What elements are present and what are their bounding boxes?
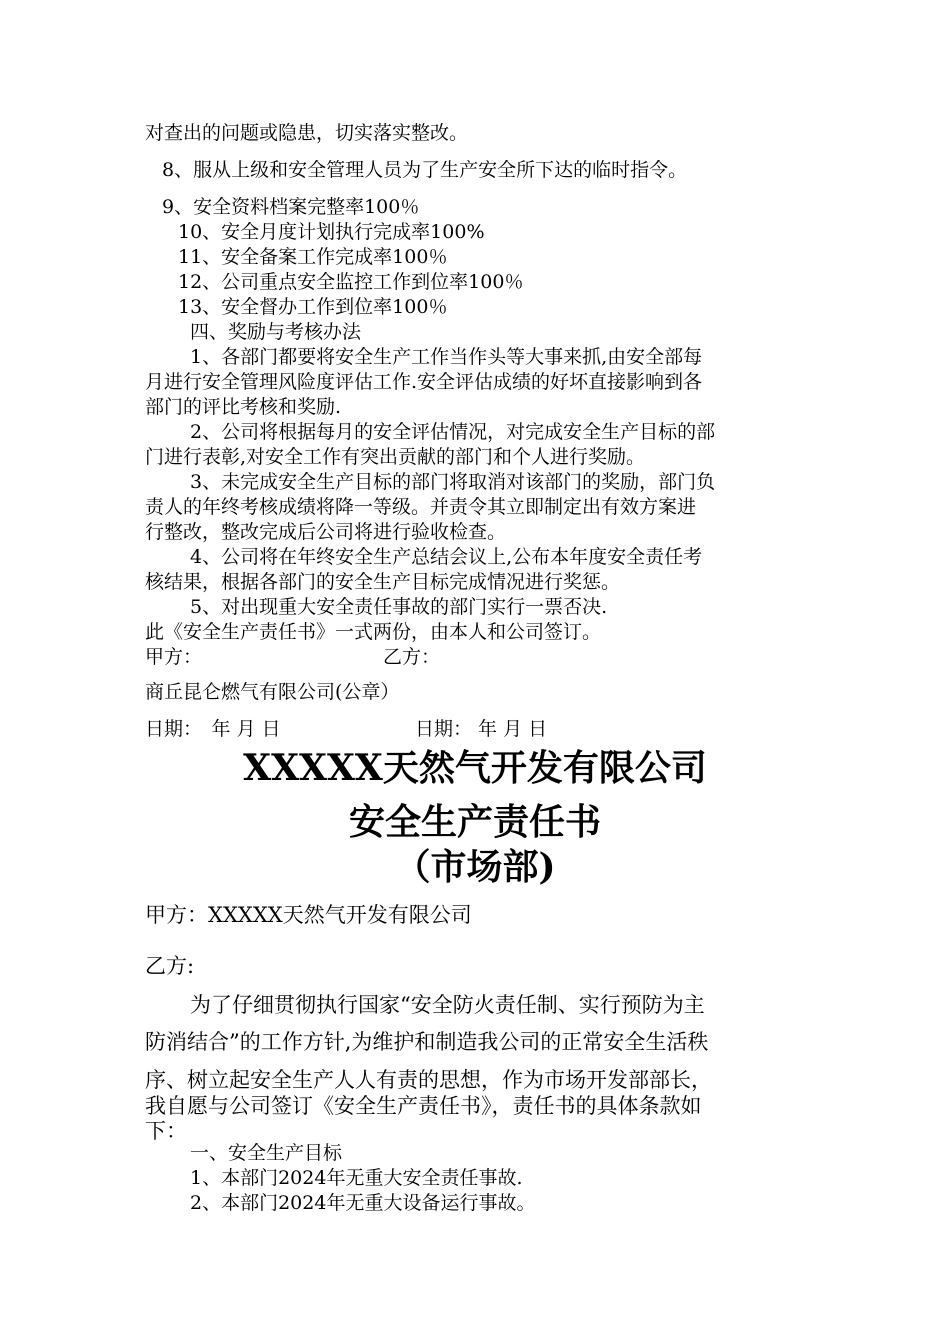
item-12: 12、公司重点安全监控工作到位率100％ (178, 271, 524, 293)
copies-line: 此《安全生产责任书》一式两份，由本人和公司签订。 (145, 621, 602, 643)
rule-3-line-1: 3、未完成安全生产目标的部门将取消对该部门的奖励，部门负 (190, 471, 716, 493)
goal-1: 1、本部门2024年无重大安全责任事故. (190, 1167, 523, 1189)
intro-line-4: 我自愿与公司签订《安全生产责任书》，责任书的具体条款如 (145, 1094, 702, 1118)
intro-line-1: 为了仔细贯彻执行国家“安全防火责任制、实行预防为主 (190, 993, 705, 1017)
rule-2-line-1: 2、公司将根据每月的安全评估情况，对完成安全生产目标的部 (190, 421, 716, 443)
rule-1-line-2: 月进行安全管理风险度评估工作.安全评估成绩的好坏直接影响到各 (145, 371, 703, 393)
item-10: 10、安全月度计划执行完成率100% (178, 221, 485, 243)
intro-line-2: 防消结合”的工作方针,为维护和制造我公司的正常安全生活秩 (145, 1030, 709, 1054)
rule-3-line-2: 责人的年终考核成绩将降一等级。并责令其立即制定出有效方案进 (145, 496, 697, 518)
item-8: 8、服从上级和安全管理人员为了生产安全所下达的临时指令。 (162, 159, 688, 181)
rule-3-line-3: 行整改，整改完成后公司将进行验收检查。 (145, 521, 507, 543)
rule-1-line-1: 1、各部门都要将安全生产工作当作头等大事来抓,由安全部每 (190, 346, 703, 368)
item-9: 9、安全资料档案完整率100％ (162, 196, 420, 218)
rule-5: 5、对出现重大安全责任事故的部门实行一票否决. (190, 596, 608, 618)
rule-1-line-3: 部门的评比考核和奖励. (145, 396, 342, 418)
date-a: 日期： 年 月 日 (145, 718, 281, 740)
doc-title: 安全生产责任书 (348, 801, 601, 843)
rule-4-line-1: 4、公司将在年终安全生产总结会议上,公布本年度安全责任考 (190, 546, 703, 568)
rule-4-line-2: 核结果，根据各部门的安全生产目标完成情况进行奖惩。 (145, 571, 621, 593)
party-b-label: 乙方： (383, 646, 441, 668)
intro-line-5: 下： (145, 1119, 187, 1143)
rectify-line: 对查出的问题或隐患，切实落实整改。 (145, 122, 469, 144)
rule-2-line-2: 门进行表彰,对安全工作有突出贡献的部门和个人进行奖励。 (145, 446, 646, 468)
intro-line-3: 序、树立起安全生产人人有责的思想，作为市场开发部部长， (145, 1068, 712, 1092)
date-b: 日期： 年 月 日 (415, 718, 548, 740)
goal-2: 2、本部门2024年无重大设备运行事故。 (190, 1192, 536, 1214)
party-a-label: 甲方： (145, 646, 203, 668)
item-13: 13、安全督办工作到位率100％ (178, 296, 448, 318)
section1-heading: 一、安全生产目标 (190, 1142, 343, 1164)
company-title: XXXXX天然气开发有限公司 (243, 747, 707, 789)
company-seal: 商丘昆仑燃气有限公司(公章） (145, 681, 400, 703)
party-b: 乙方: (145, 954, 195, 978)
section4-heading: 四、奖励与考核办法 (190, 321, 362, 343)
party-a: 甲方：XXXXX天然气开发有限公司 (145, 903, 472, 927)
item-11: 11、安全备案工作完成率100％ (178, 246, 448, 268)
dept-title: （市场部) (394, 846, 556, 888)
